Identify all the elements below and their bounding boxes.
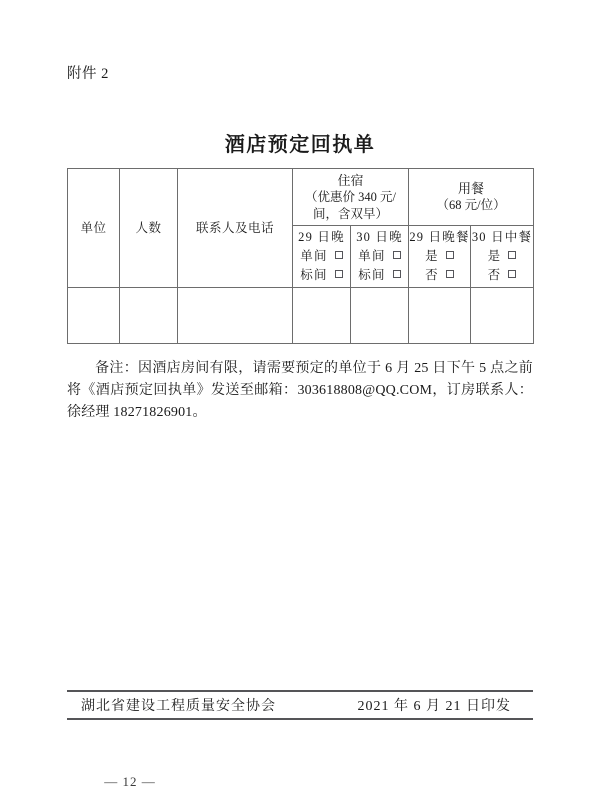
checkbox-icon[interactable] [508,251,516,259]
note-line-3: 人：徐经理 18271826901。 [67,383,533,421]
page-footer [67,690,533,720]
header-unit: 单位 [68,169,120,288]
note-line-2: 前将《酒店预定回执单》发送至邮箱：303618808@QQ.COM，订房联系 [67,361,533,399]
option-29-dinner-no[interactable] [409,266,470,285]
checkbox-icon[interactable] [508,270,516,278]
checkbox-icon[interactable] [446,251,454,259]
cell-unit[interactable] [68,288,120,344]
header-lodging [293,169,409,226]
option-30-lunch-yes[interactable] [471,247,533,266]
subheader-30-lunch-title: 30 日中餐 [471,230,533,245]
cell-30-lunch[interactable] [471,288,534,344]
footer-organization: 湖北省建设工程质量安全协会 [81,699,276,714]
option-29-dinner-yes[interactable] [409,247,470,266]
header-meal [409,169,534,226]
cell-people-count[interactable] [120,288,178,344]
page-number: — 12 — [104,774,156,789]
checkbox-icon[interactable] [446,270,454,278]
table-header-row [68,169,534,226]
header-lodging-subtitle: （优惠价 340 元/间，含双早） [305,190,396,221]
header-contact: 联系人及电话 [178,169,293,288]
option-label: 是 [487,249,502,264]
cell-29-dinner[interactable] [409,288,471,344]
subheader-30-lunch [471,226,534,288]
header-meal-title: 用餐 [458,181,485,197]
option-label: 标间 [300,267,328,282]
footer-rule-bottom [67,718,533,720]
checkbox-icon[interactable] [393,251,401,259]
cell-29-night[interactable] [293,288,351,344]
option-label: 单间 [358,249,386,264]
page-title: 酒店预定回执单 [224,134,376,156]
option-label: 否 [487,267,502,282]
option-30-lunch-no[interactable] [471,266,533,285]
option-29-night-single[interactable] [293,247,350,266]
note-paragraph [67,358,533,424]
header-meal-subtitle: （68 元/位） [436,198,506,213]
option-label: 标间 [358,267,386,282]
option-label: 单间 [300,249,328,264]
cell-contact[interactable] [178,288,293,344]
checkbox-icon[interactable] [335,251,343,259]
subheader-30-night [351,226,409,288]
option-label: 是 [425,249,439,264]
option-30-night-single[interactable] [351,247,408,266]
note-line-1: 备注：因酒店房间有限，请需要预定的单位于 6 月 25 日下午 5 点之 [95,361,519,376]
subheader-29-dinner-title: 29 日晚餐 [409,230,470,245]
subheader-29-night-title: 29 日晚 [298,230,345,245]
subheader-29-dinner [409,226,471,288]
cell-30-night[interactable] [351,288,409,344]
option-label: 否 [425,267,439,282]
table-row [68,288,534,344]
option-30-night-standard[interactable] [351,266,408,285]
option-29-night-standard[interactable] [293,266,350,285]
attachment-label: 附件 2 [67,66,109,82]
footer-content [67,692,533,718]
header-people-count: 人数 [120,169,178,288]
checkbox-icon[interactable] [393,270,401,278]
header-lodging-title: 住宿 [337,172,364,188]
footer-issue-date: 2021 年 6 月 21 日印发 [357,699,511,714]
subheader-29-night [293,226,351,288]
subheader-30-night-title: 30 日晚 [356,230,403,245]
checkbox-icon[interactable] [335,270,343,278]
hotel-reservation-table [67,168,534,344]
